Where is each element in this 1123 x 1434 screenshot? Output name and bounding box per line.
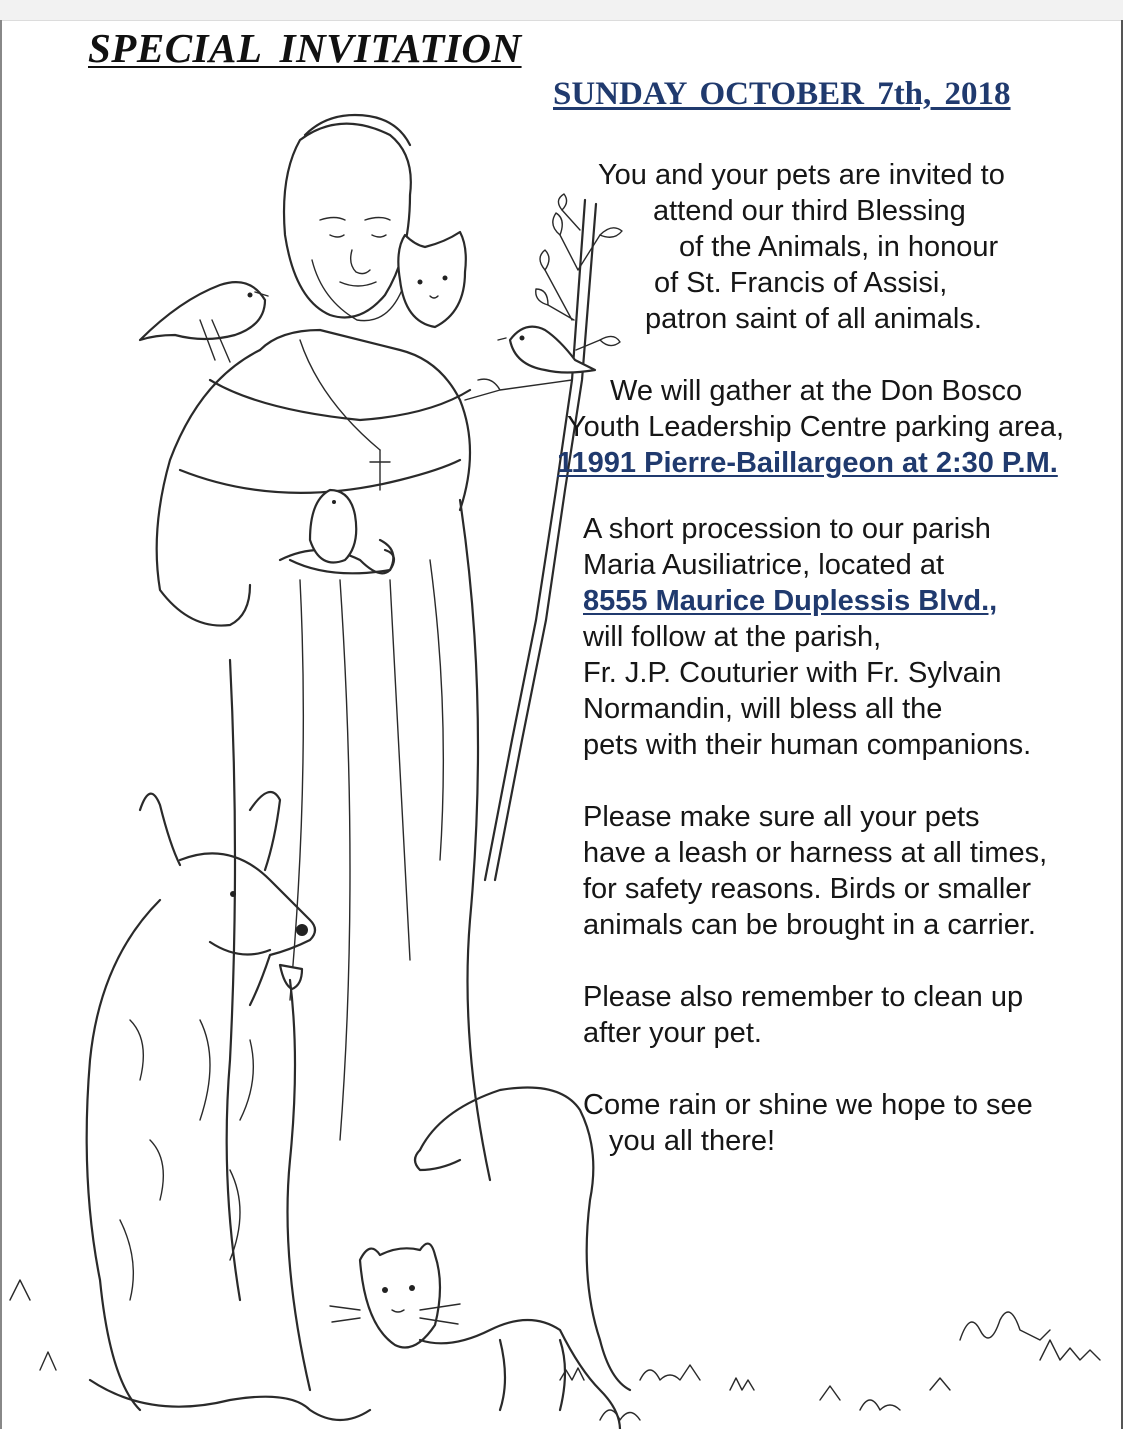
para5-line-2: after your pet. (583, 1017, 762, 1049)
para3-line-7: pets with their human companions. (583, 729, 1032, 761)
para3-line-5: Fr. J.P. Couturier with Fr. Sylvain (583, 657, 1002, 689)
cat-drawing (330, 1088, 630, 1430)
para1-line-5: patron saint of all animals. (645, 303, 982, 335)
para4-line-4: animals can be brought in a carrier. (583, 909, 1036, 941)
event-date: SUNDAY OCTOBER 7th, 2018 (553, 76, 1011, 112)
mouse-in-hand (290, 490, 394, 573)
para3-line-1: A short procession to our parish (583, 513, 991, 545)
para4-line-3: for safety reasons. Birds or smaller (583, 873, 1032, 905)
para1-line-1: You and your pets are invited to (598, 159, 1005, 191)
para2-line-2: Youth Leadership Centre parking area, (567, 411, 1065, 443)
gathering-address-link[interactable]: 11991 Pierre-Baillargeon at 2:30 P.M. (557, 447, 1058, 479)
para6-line-2: you all there! (609, 1125, 776, 1157)
cat-on-shoulder (398, 232, 465, 327)
page-title: SPECIAL INVITATION (88, 25, 522, 71)
para4-line-2: have a leash or harness at all times, (583, 837, 1048, 869)
para5-line-1: Please also remember to clean up (583, 981, 1024, 1013)
para3-line-4: will follow at the parish, (583, 621, 882, 653)
grass-drawing (10, 1280, 1100, 1420)
para1-line-2: attend our third Blessing (653, 195, 966, 227)
para6-line-1: Come rain or shine we hope to see (583, 1089, 1033, 1121)
bird-right (498, 327, 595, 373)
viewer-top-bar (0, 0, 1123, 21)
para3-line-6: Normandin, will bless all the (583, 693, 943, 725)
para4-line-1: Please make sure all your pets (583, 801, 980, 833)
para3-line-2: Maria Ausiliatrice, located at (583, 549, 945, 581)
para2-line-1: We will gather at the Don Bosco (610, 375, 1023, 407)
parish-address-link[interactable]: 8555 Maurice Duplessis Blvd., (583, 585, 998, 617)
para1-line-3: of the Animals, in honour (679, 231, 999, 263)
para1-line-4: of St. Francis of Assisi, (654, 267, 948, 299)
bird-left (140, 282, 268, 362)
